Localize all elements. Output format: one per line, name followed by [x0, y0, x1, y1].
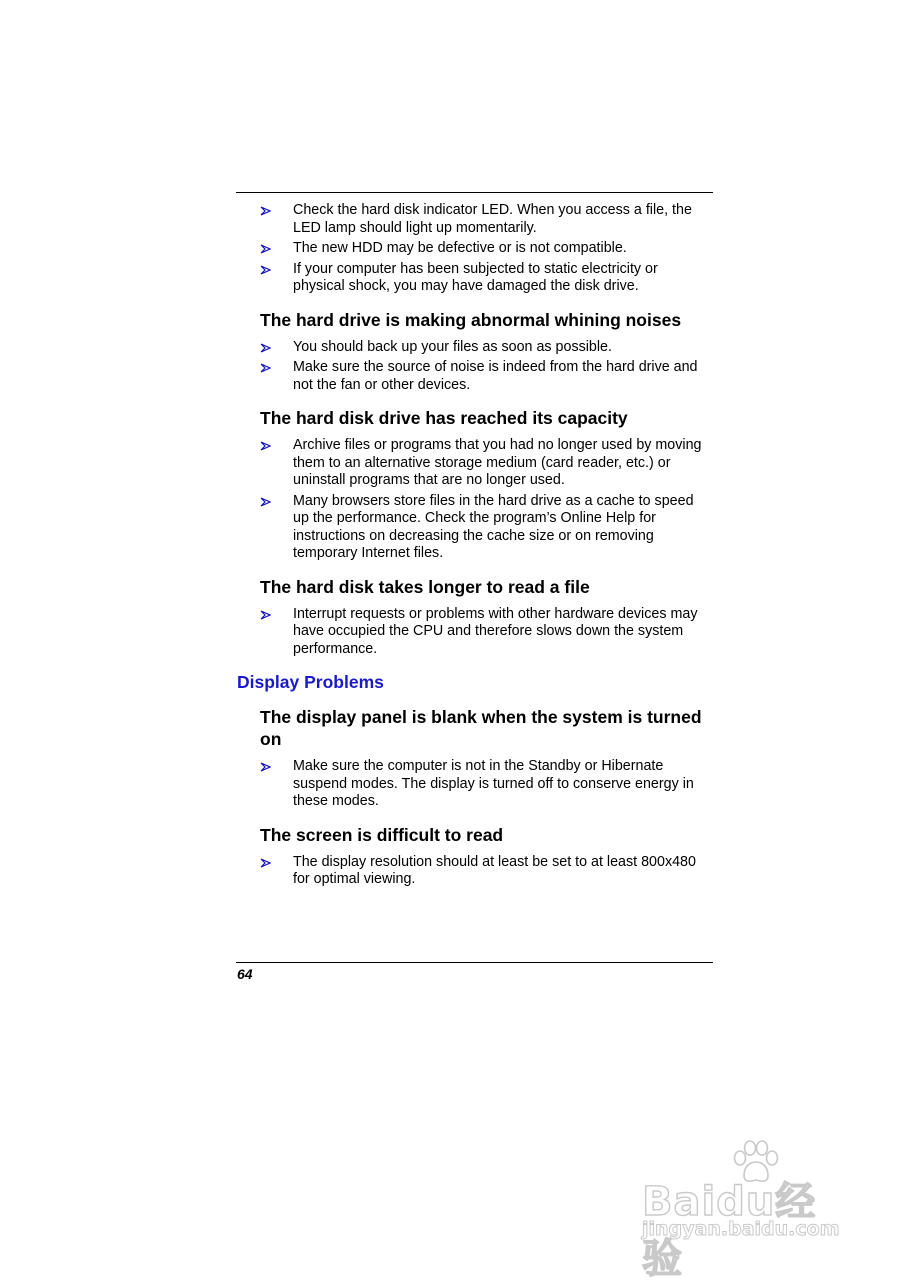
bullet-text: The new HDD may be defective or is not compatible.: [293, 240, 627, 256]
list-item: [236, 359, 713, 394]
bullet-text: Make sure the source of noise is indeed from the hard drive and not the fan or other devices.: [293, 359, 698, 393]
arrow-bullet-icon: [260, 339, 272, 356]
header-rule: [236, 192, 713, 193]
arrow-bullet-icon: [260, 606, 272, 623]
bullet-text: Check the hard disk indicator LED. When you access a file, the LED lamp should light up momentarily.: [293, 202, 692, 236]
arrow-bullet-icon: [260, 437, 272, 454]
arrow-bullet-icon: [260, 240, 272, 257]
arrow-bullet-icon: [260, 493, 272, 510]
page-content: [236, 202, 713, 892]
footer-rule: [236, 962, 713, 963]
watermark-url: jingyan.baidu.com: [642, 1218, 840, 1240]
list-item: [236, 854, 713, 889]
watermark: [642, 1140, 857, 1282]
list-item: [236, 202, 713, 237]
page-number: 64: [237, 966, 253, 982]
arrow-bullet-icon: [260, 758, 272, 775]
bullet-text: Interrupt requests or problems with other hardware devices may have occupied the CPU and therefore slows down the system performance.: [293, 605, 698, 657]
bullet-text: If your computer has been subjected to static electricity or physical shock, you may have damaged the disk drive.: [293, 260, 658, 294]
heading-screen-hard-to-read: The screen is difficult to read: [260, 824, 504, 845]
list-item: [236, 339, 713, 357]
list-item: [236, 606, 713, 659]
bullet-text: You should back up your files as soon as possible.: [293, 338, 612, 355]
arrow-bullet-icon: [260, 359, 272, 376]
list-item: [236, 758, 713, 811]
bullet-text: The display resolution should at least be set to at least 800x480 for optimal viewing.: [293, 853, 696, 887]
list-item: [236, 493, 713, 563]
bullet-text: Archive files or programs that you had no longer used by moving them to an alternative storage medium (card reader, etc.) or uninstall programs that are no longer used.: [293, 437, 702, 488]
heading-slow-read: The hard disk takes longer to read a file: [260, 576, 590, 597]
list-item: [236, 261, 713, 296]
heading-display-blank: The display panel is blank when the system is turned on: [260, 707, 702, 749]
arrow-bullet-icon: [260, 202, 272, 219]
section-heading-display-problems: Display Problems: [237, 672, 384, 692]
arrow-bullet-icon: [260, 854, 272, 871]
bullet-text: Many browsers store files in the hard drive as a cache to speed up the performance. Check the program’s Online Help for instructions on decreasing the cache size or on removing temporary Internet files.: [293, 492, 694, 561]
list-item: [236, 240, 713, 258]
heading-capacity: The hard disk drive has reached its capacity: [260, 408, 628, 428]
list-item: [236, 437, 713, 490]
watermark-logo-text: Baidu经验: [642, 1179, 817, 1282]
bullet-text: Make sure the computer is not in the Standby or Hibernate suspend modes. The display is turned off to conserve energy in these modes.: [293, 758, 694, 809]
heading-whining-noises: The hard drive is making abnormal whining noises: [260, 309, 682, 330]
arrow-bullet-icon: [260, 261, 272, 278]
